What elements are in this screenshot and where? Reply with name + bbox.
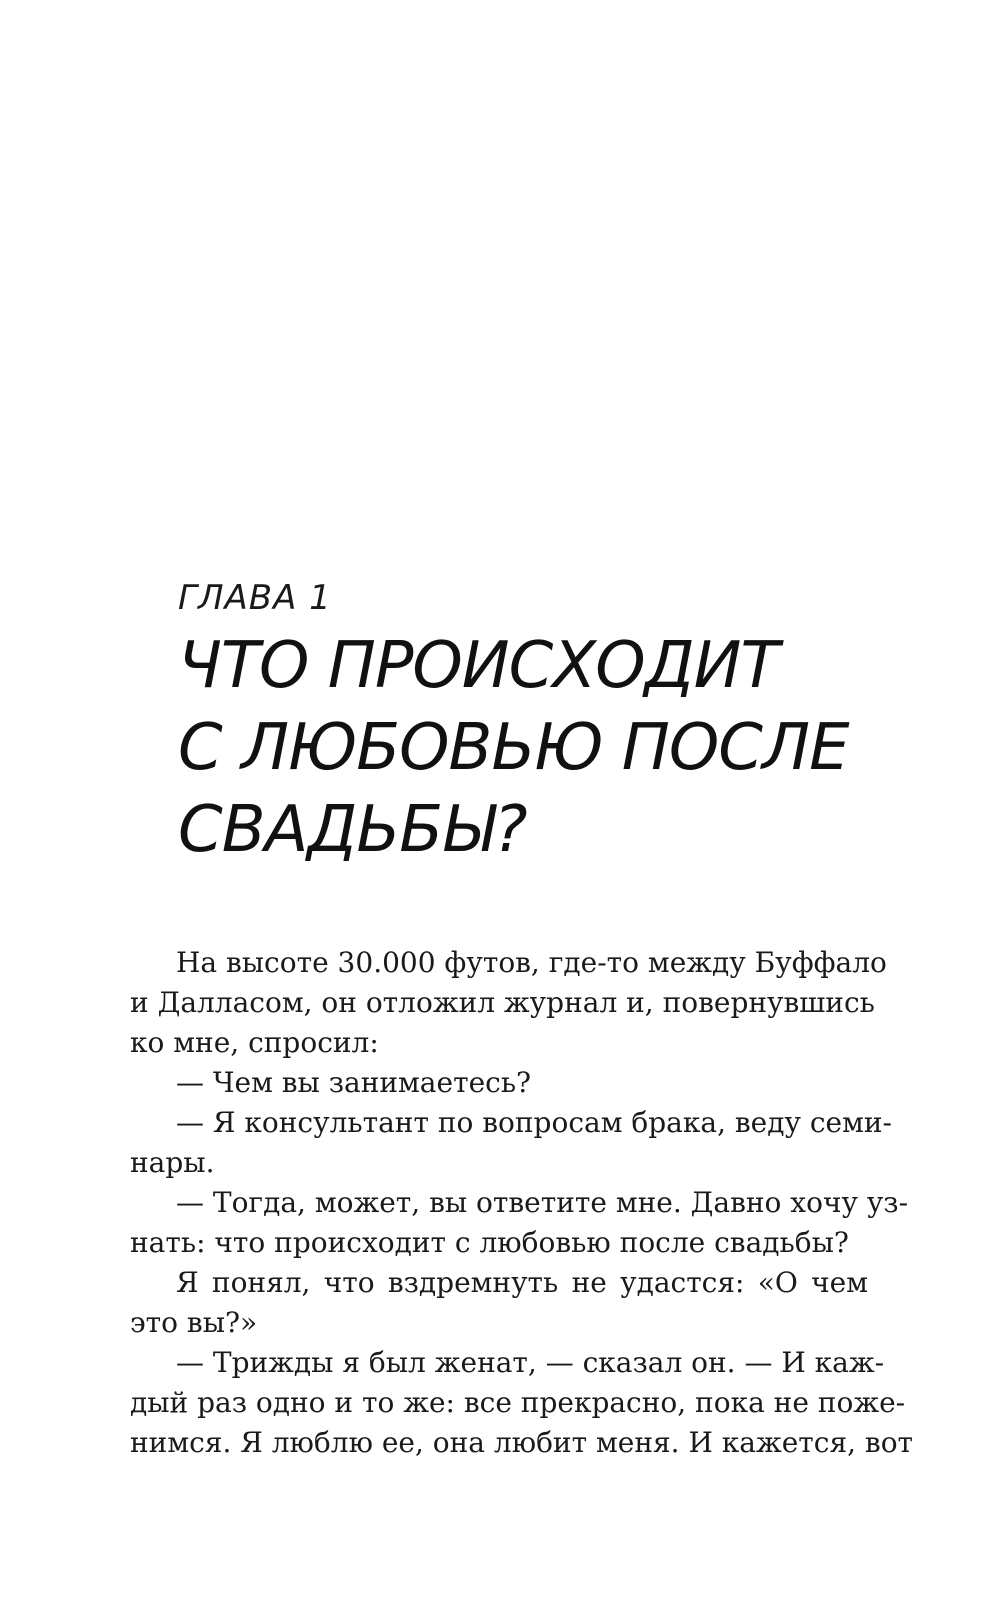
text-line: ко мне, спросил: [130, 1026, 379, 1059]
text-line: и Далласом, он отложил журнал и, повернувшись [130, 986, 875, 1019]
text-line: нары. [130, 1146, 215, 1179]
text-line: — Тогда, может, вы ответите мне. Давно хочу уз- [176, 1186, 909, 1219]
text-line: нимся. Я люблю ее, она любит меня. И кажется, вот [130, 1426, 914, 1459]
text-line: Я понял, что вздремнуть не удастся: «О чем [176, 1266, 868, 1299]
text-line: дый раз одно и то же: все прекрасно, пока не поже- [130, 1386, 906, 1419]
chapter-title-line: СВАДЬБЫ? [178, 793, 527, 867]
chapter-title [178, 625, 938, 871]
text-line: — Чем вы занимаетесь? [176, 1066, 532, 1099]
text-line: — Я консультант по вопросам брака, веду семи- [176, 1106, 892, 1139]
text-line: На высоте 30.000 футов, где-то между Буффало [176, 946, 887, 979]
chapter-label: ГЛАВА 1 [178, 578, 332, 618]
body-text [130, 943, 914, 1463]
chapter-title-line: ЧТО ПРОИСХОДИТ [178, 629, 779, 703]
text-line: нать: что происходит с любовью после свадьбы? [130, 1226, 849, 1259]
text-line: — Трижды я был женат, — сказал он. — И каж- [176, 1346, 885, 1379]
chapter-title-line: С ЛЮБОВЬЮ ПОСЛЕ [178, 711, 849, 785]
text-line: это вы?» [130, 1306, 258, 1339]
